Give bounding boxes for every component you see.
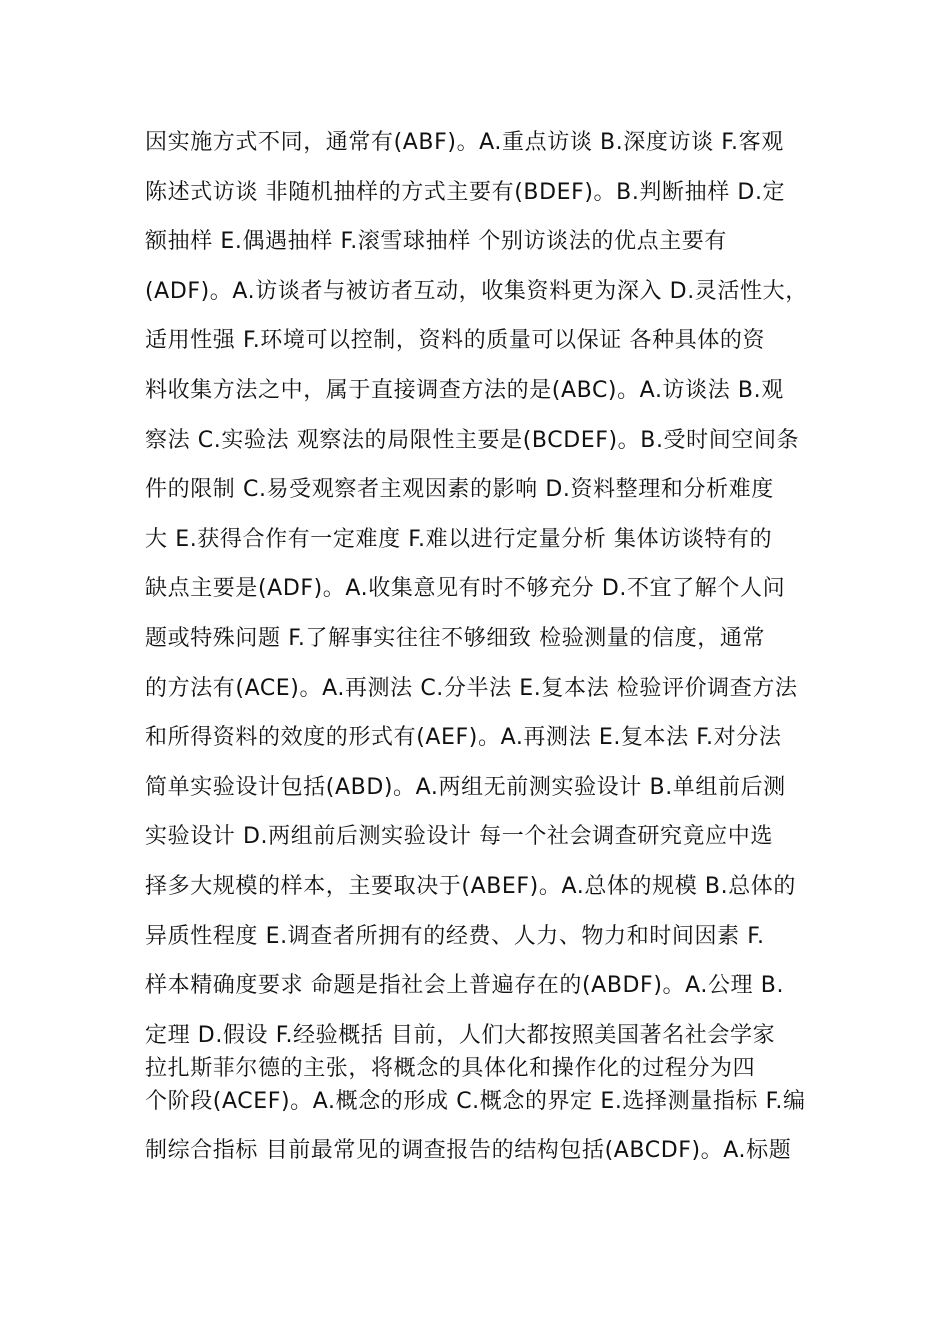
text-line: 实验设计 D.两组前后测实验设计 每一个社会调查研究竟应中选: [145, 824, 773, 850]
text-line: 题或特殊问题 F.了解事实往往不够细致 检验测量的信度，通常: [145, 625, 766, 651]
text-line: 因实施方式不同，通常有(ABF)。A.重点访谈 B.深度访谈 F.客观: [145, 130, 784, 155]
text-line: 简单实验设计包括(ABD)。A.两组无前测实验设计 B.单组前后测: [145, 774, 786, 800]
text-line: 件的限制 C.易受观察者主观因素的影响 D.资料整理和分析难度: [145, 477, 774, 503]
text-line: 料收集方法之中，属于直接调查方法的是(ABC)。A.访谈法 B.观: [145, 377, 784, 403]
text-line: 额抽样 E.偶遇抽样 F.滚雪球抽样 个别访谈法的优点主要有: [145, 229, 727, 255]
text-line: 和所得资料的效度的形式有(AEF)。A.再测法 E.复本法 F.对分法: [145, 725, 782, 751]
text-line: 的方法有(ACE)。A.再测法 C.分半法 E.复本法 检验评价调查方法: [145, 675, 798, 701]
text-line: 样本精确度要求 命题是指社会上普遍存在的(ABDF)。A.公理 B.: [145, 973, 785, 999]
text-line: 定理 D.假设 F.经验概括 目前，人们大都按照美国著名社会学家: [145, 1022, 776, 1048]
text-line: 个阶段(ACEF)。A.概念的形成 C.概念的界定 E.选择测量指标 F.编: [145, 1088, 806, 1114]
text-line: 大 E.获得合作有一定难度 F.难以进行定量分析 集体访谈特有的: [145, 526, 773, 552]
text-line: (ADF)。A.访谈者与被访者互动，收集资料更为深入 D.灵活性大，: [145, 278, 808, 304]
text-line: 适用性强 F.环境可以控制，资料的质量可以保证 各种具体的资: [145, 328, 766, 354]
text-line: 异质性程度 E.调查者所拥有的经费、人力、物力和时间因素 F.: [145, 923, 765, 949]
body-text: [145, 128, 825, 1186]
text-line: 缺点主要是(ADF)。A.收集意见有时不够充分 D.不宜了解个人问: [145, 576, 786, 602]
text-line: 拉扎斯菲尔德的主张，将概念的具体化和操作化的过程分为四: [145, 1055, 756, 1081]
text-line: 察法 C.实验法 观察法的局限性主要是(BCDEF)。B.受时间空间条: [145, 427, 800, 453]
text-line: 制综合指标 目前最常见的调查报告的结构包括(ABCDF)。A.标题: [145, 1138, 792, 1164]
text-line: 陈述式访谈 非随机抽样的方式主要有(BDEF)。B.判断抽样 D.定: [145, 179, 786, 205]
text-line: 择多大规模的样本，主要取决于(ABEF)。A.总体的规模 B.总体的: [145, 873, 796, 899]
